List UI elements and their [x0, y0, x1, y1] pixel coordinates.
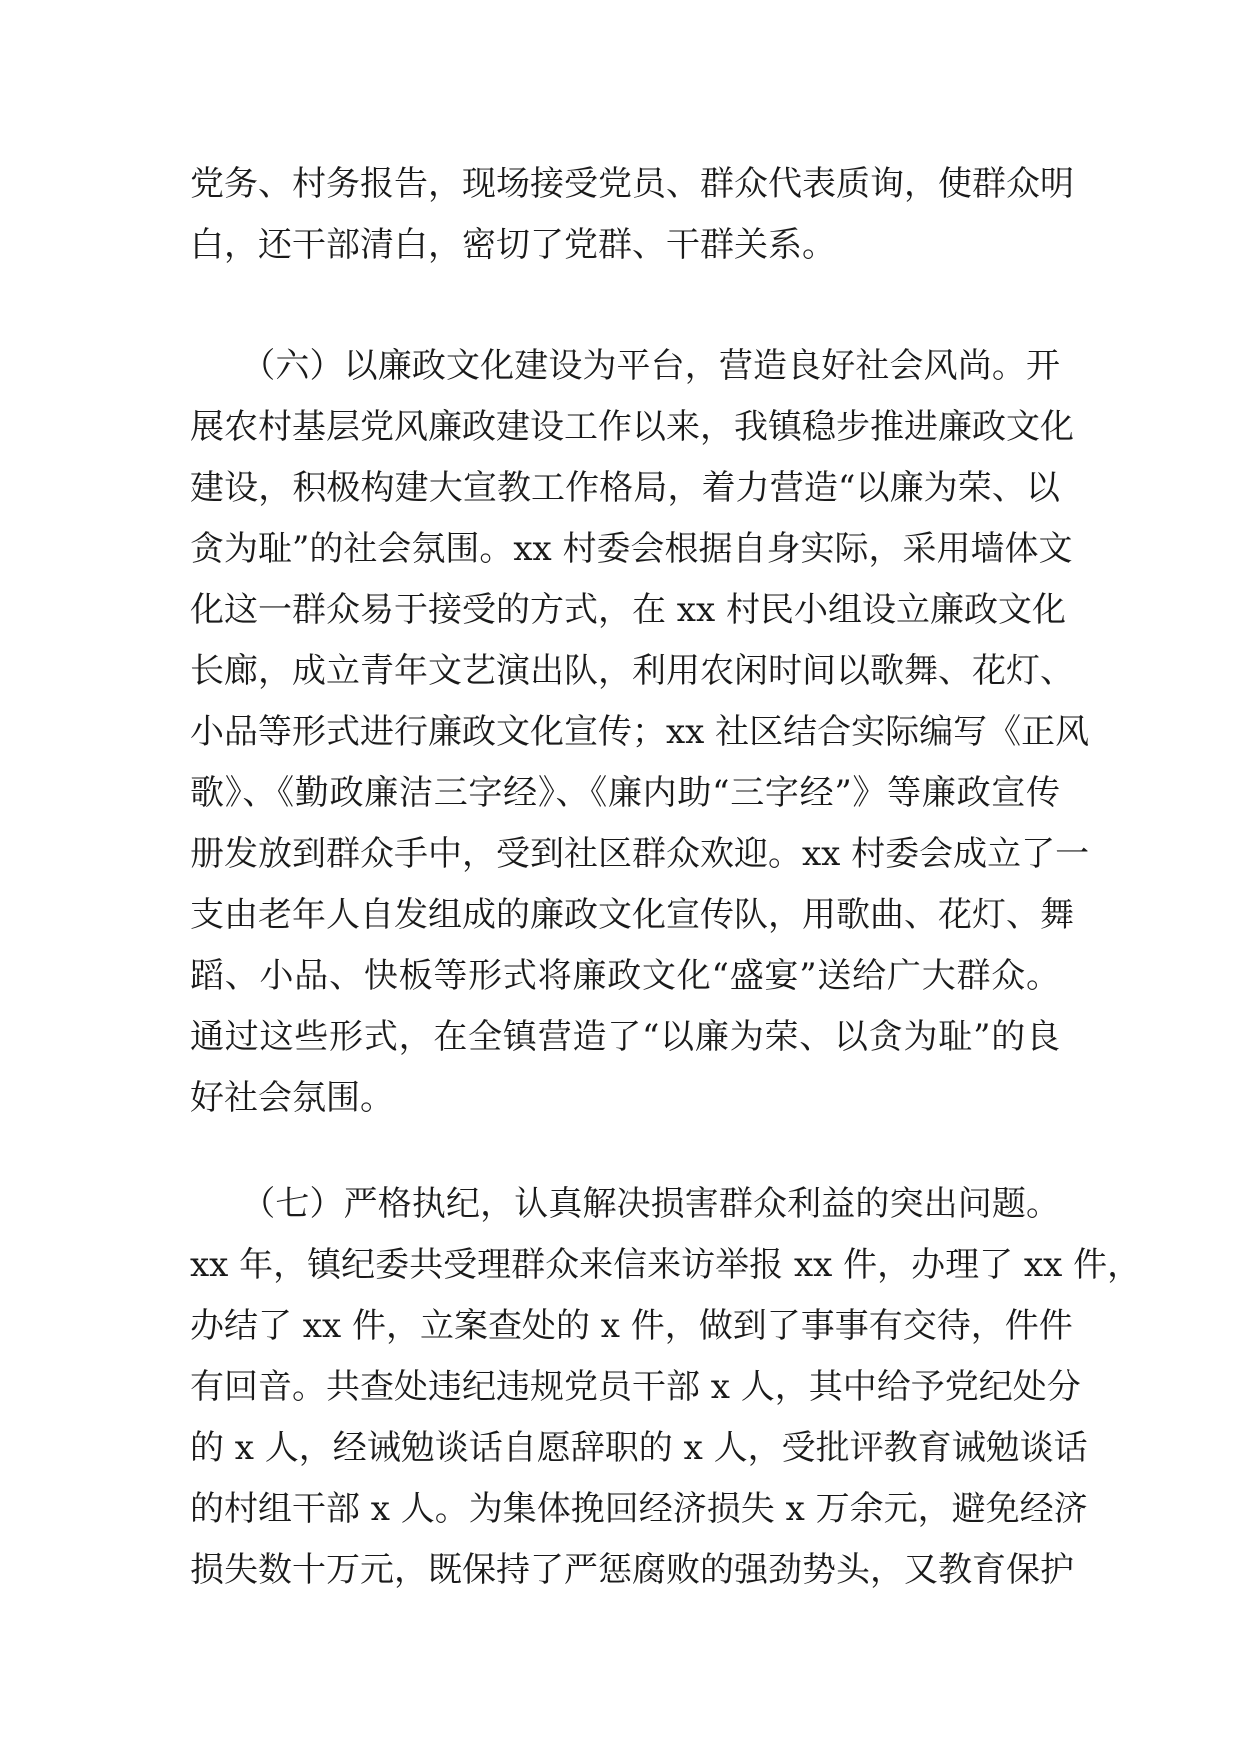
- text-line: 长廊，成立青年文艺演出队，利用农闲时间以歌舞、花灯、: [190, 651, 1074, 691]
- text-line: 有回音。共查处违纪违规党员干部 x 人，其中给予党纪处分: [190, 1367, 1081, 1407]
- section-heading-line: （七）严格执纪，认真解决损害群众利益的突出问题。: [190, 1184, 1060, 1224]
- text-line: 白，还干部清白，密切了党群、干群关系。: [190, 225, 836, 265]
- text-line: 册发放到群众手中，受到社区群众欢迎。xx 村委会成立了一: [190, 834, 1090, 874]
- text-line: 展农村基层党风廉政建设工作以来，我镇稳步推进廉政文化: [190, 407, 1074, 447]
- text-line: 办结了 xx 件，立案查处的 x 件，做到了事事有交待，件件: [190, 1306, 1073, 1346]
- text-line: 化这一群众易于接受的方式，在 xx 村民小组设立廉政文化: [190, 590, 1066, 630]
- text-line: 贪为耻”的社会氛围。xx 村委会根据自身实际，采用墙体文: [190, 529, 1073, 569]
- text-line: 损失数十万元，既保持了严惩腐败的强劲势头，又教育保护: [190, 1550, 1074, 1590]
- text-line: 蹈、小品、快板等形式将廉政文化“盛宴”送给广大群众。: [190, 956, 1060, 996]
- text-line: 小品等形式进行廉政文化宣传；xx 社区结合实际编写《正风: [190, 712, 1090, 752]
- text-line: xx 年，镇纪委共受理群众来信来访举报 xx 件，办理了 xx 件，: [190, 1245, 1142, 1285]
- paragraph-section-six: [190, 336, 1090, 1129]
- text-line: 党务、村务报告，现场接受党员、群众代表质询，使群众明: [190, 164, 1074, 204]
- text-line: 支由老年人自发组成的廉政文化宣传队，用歌曲、花灯、舞: [190, 895, 1074, 935]
- text-line: 建设，积极构建大宣教工作格局，着力营造“以廉为荣、以: [190, 468, 1060, 508]
- paragraph-section-seven: [190, 1174, 1142, 1601]
- text-line: 通过这些形式，在全镇营造了“以廉为荣、以贪为耻”的良: [190, 1017, 1060, 1057]
- section-heading-line: （六）以廉政文化建设为平台，营造良好社会风尚。开: [190, 346, 1060, 386]
- text-line: 好社会氛围。: [190, 1078, 394, 1118]
- text-line: 歌》、《勤政廉洁三字经》、《廉内助“三字经”》等廉政宣传: [190, 773, 1060, 813]
- paragraph-party-affairs-report: [190, 154, 1074, 276]
- text-line: 的 x 人，经诫勉谈话自愿辞职的 x 人，受批评教育诫勉谈话: [190, 1428, 1088, 1468]
- text-line: 的村组干部 x 人。为集体挽回经济损失 x 万余元，避免经济: [190, 1489, 1088, 1529]
